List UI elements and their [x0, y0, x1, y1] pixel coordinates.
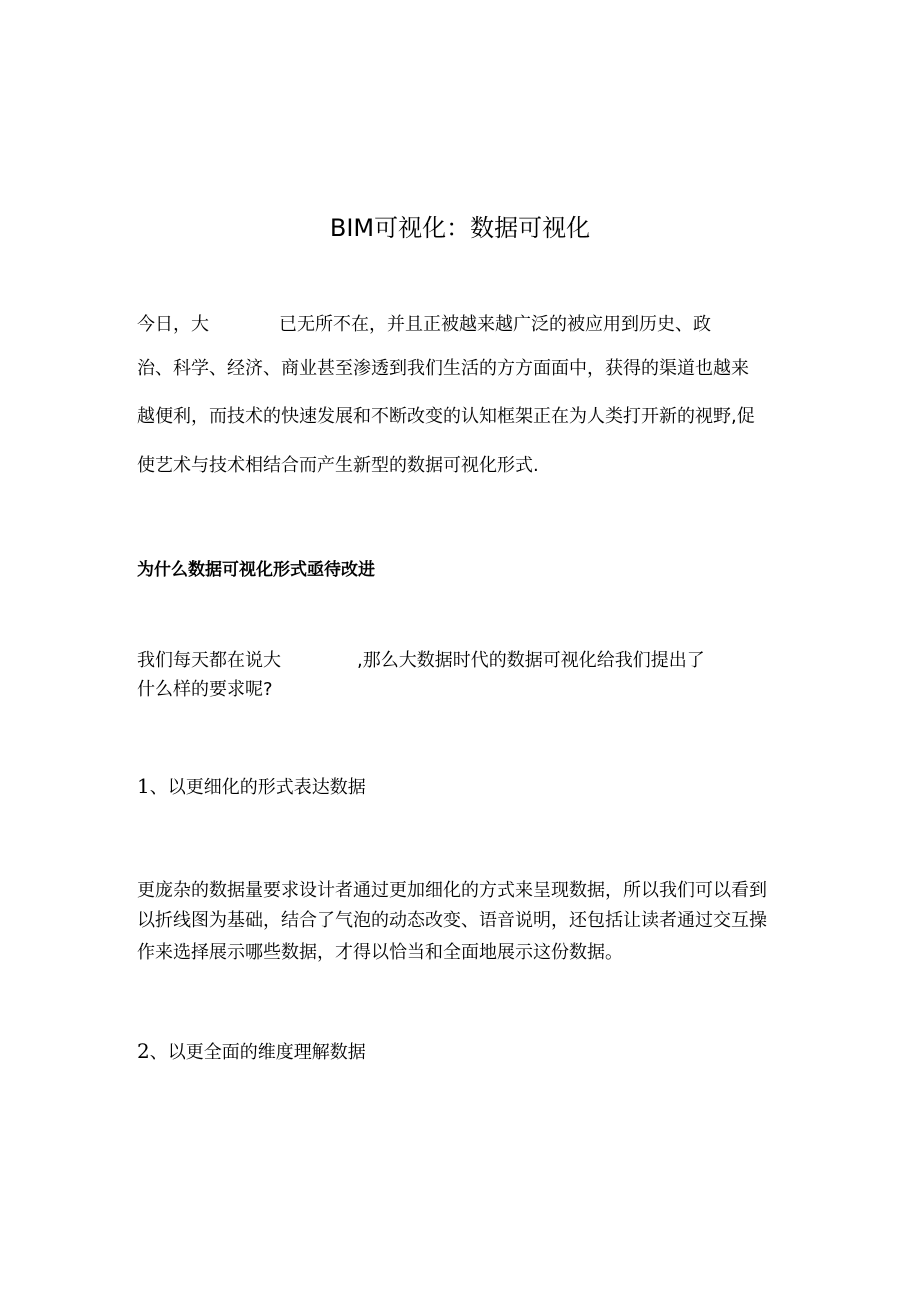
intro-line-1-end: 已无所不在，并且正被越来越广泛的被应用到历史、政 — [279, 314, 711, 335]
item-1-heading — [137, 773, 366, 801]
intro-line-1-start: 今日，大 — [137, 314, 209, 335]
intro-line-2: 治、科学、经济、商业甚至渗透到我们生活的方方面面中，获得的渠道也越来 — [137, 358, 749, 379]
item-2-number: 2 — [137, 1039, 150, 1063]
item-1-body-line-3: 作来选择展示哪些数据，才得以恰当和全面地展示这份数据。 — [137, 942, 623, 963]
item-2-title: 、以更全面的维度理解数据 — [149, 1042, 366, 1063]
intro-line-3: 越便利，而技术的快速发展和不断改变的认知框架正在为人类打开新的视野,促 — [137, 406, 755, 427]
question-line-1 — [137, 648, 705, 674]
item-1-title: 、以更细化的形式表达数据 — [149, 777, 366, 798]
question-line-1-end: ,那么大数据时代的数据可视化给我们提出了 — [357, 650, 705, 671]
item-1-number: 1 — [137, 774, 150, 798]
intro-line-4: 使艺术与技术相结合而产生新型的数据可视化形式. — [137, 455, 539, 476]
page-title: BIM可视化：数据可视化 — [329, 214, 591, 242]
item-1-body-line-2: 以折线图为基础，结合了气泡的动态改变、语音说明，还包括让读者通过交互操 — [137, 910, 767, 931]
question-line-2: 什么样的要求呢? — [137, 679, 273, 700]
item-2-heading — [137, 1038, 366, 1066]
section-heading: 为什么数据可视化形式亟待改进 — [137, 560, 375, 580]
intro-line-1 — [137, 312, 711, 338]
question-line-1-start: 我们每天都在说大 — [137, 650, 281, 671]
item-1-body-line-1: 更庞杂的数据量要求设计者通过更加细化的方式来呈现数据，所以我们可以看到 — [137, 880, 767, 901]
